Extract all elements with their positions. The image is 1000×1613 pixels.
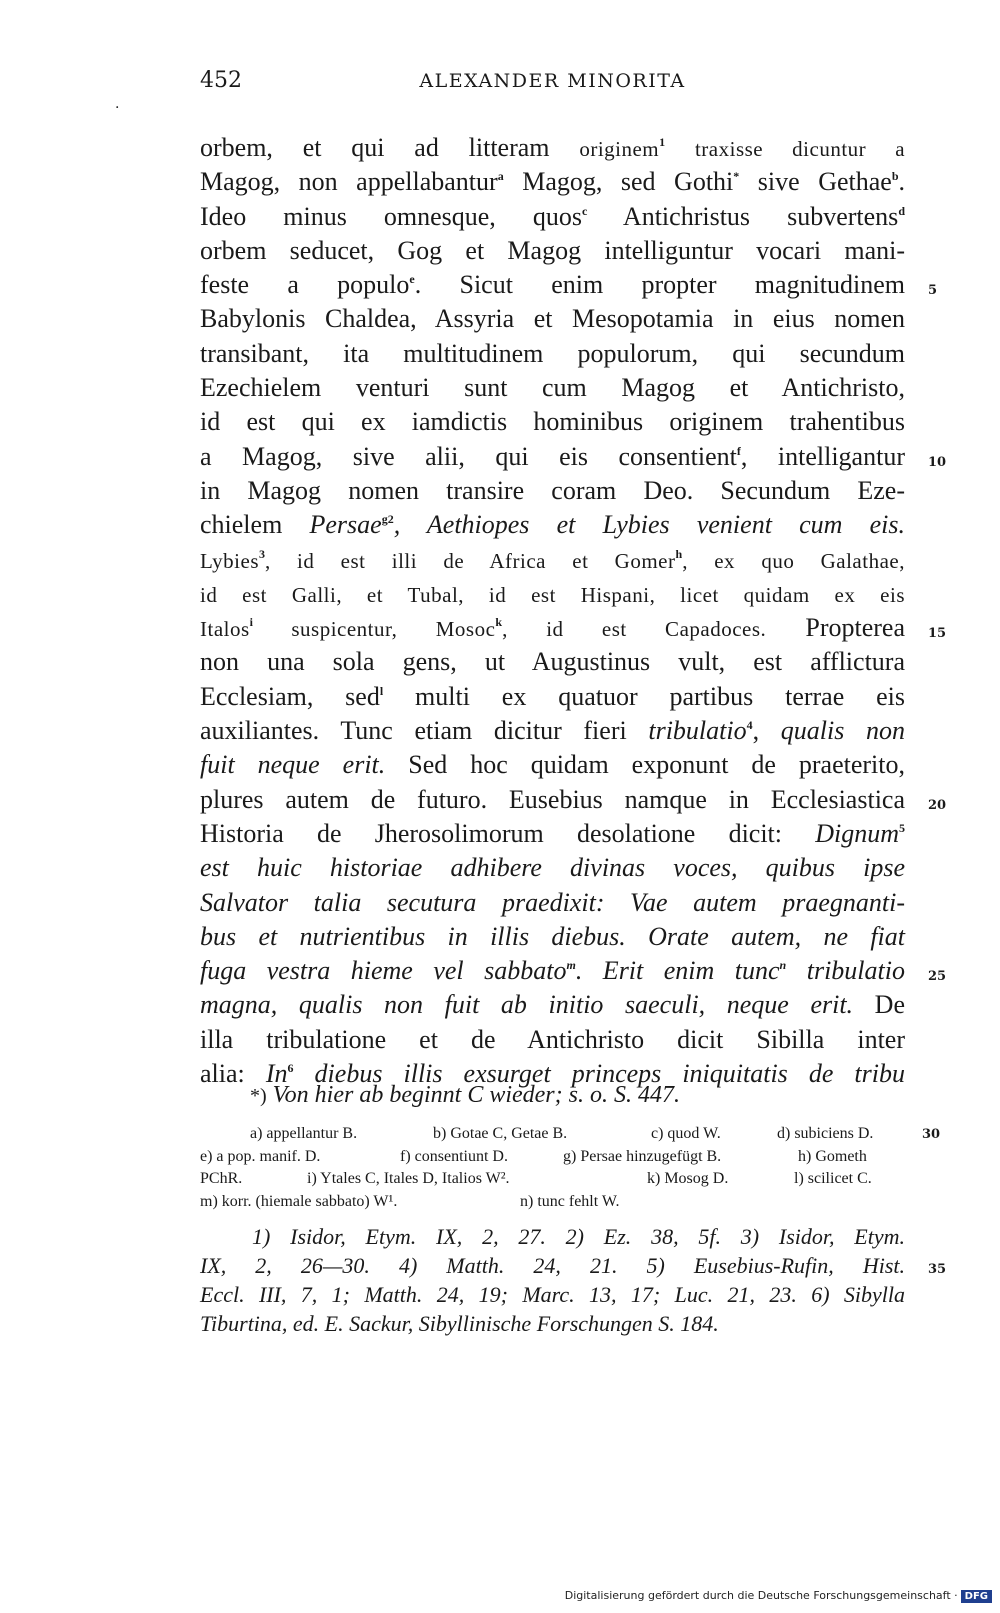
- text-line: Ideo minus omnesque, quos$^c$ Antichristus subvertens$^d$: [200, 201, 905, 231]
- text-line: est huic historiae adhibere divinas voces, quibus ipse: [200, 853, 905, 883]
- text-line: illa tribulatione et de Antichristo dicit Sibilla inter: [200, 1024, 905, 1054]
- digitization-credit: Digitalisierung gefördert durch die Deutsche Forschungsgemeinschaft · DFG: [565, 1589, 992, 1603]
- text-line: magna, qualis non fuit ab initio saeculi, neque erit. De: [200, 990, 905, 1020]
- line-number: 30: [922, 1127, 941, 1142]
- text-line: transibant, ita multitudinem populorum, qui secundum: [200, 338, 905, 368]
- page-number: 452: [200, 68, 242, 93]
- text-line: plures autem de futuro. Eusebius namque in Ecclesiastica 20: [200, 783, 905, 817]
- line-number: 15: [928, 626, 947, 642]
- text-line: alia: In$^6$ diebus illis exsurget princeps iniquitatis de tribu: [200, 1059, 905, 1089]
- source-row: 1) Isidor, Etym. IX, 2, 27. 2) Ez. 38, 5f. 3) Isidor, Etym.: [252, 1224, 905, 1249]
- text-line: in Magog nomen transire coram Deo. Secundum Eze-: [200, 475, 905, 505]
- text-line: Magog, non appellabantur$^a$ Magog, sed Gothi* sive Gethae$^b$.: [200, 167, 905, 197]
- line-number: 20: [928, 797, 947, 813]
- text-line: orbem seducet, Gog et Magog intelliguntur vocari mani-: [200, 235, 905, 265]
- text-line: id est qui ex iamdictis hominibus originem trahentibus: [200, 407, 905, 437]
- text-line: Babylonis Chaldea, Assyria et Mesopotamia in eius nomen: [200, 304, 905, 334]
- source-row: Tiburtina, ed. E. Sackur, Sibyllinische Forschungen S. 184.: [200, 1311, 719, 1336]
- text-line: fuga vestra hieme vel sabbato$^m$. Erit enim tunc$^n$ tribulatio 25: [200, 954, 905, 988]
- text-line: Lybies$^3$, id est illi de Africa et Gomer$^h$, ex quo Galathae,: [200, 546, 905, 573]
- source-notes: [200, 1222, 947, 1338]
- main-text: [200, 131, 947, 1091]
- text-line: fuit neque erit. Sed hoc quidam exponunt de praeterito,: [200, 750, 905, 780]
- apparatus-row: m) korr. (hiemale sabbato) W¹. n) tunc fehlt W.: [200, 1192, 620, 1210]
- editorial-note: *) Von hier ab beginnt C wieder; s. o. S. 447.: [250, 1082, 680, 1108]
- text-line: auxiliantes. Tunc etiam dicitur fieri tribulatio$^4$, qualis non: [200, 716, 905, 746]
- text-line: Ecclesiam, sed$^l$ multi ex quatuor partibus terrae eis: [200, 681, 905, 711]
- text-line: chielem Persae$^{g2}$, Aethiopes et Lybies venient cum eis.: [200, 510, 905, 540]
- line-number: 35: [928, 1262, 947, 1277]
- apparatus-row: PChR. i) Ytales C, Itales D, Italios W². k) Mosog D. l) scilicet C.: [200, 1170, 872, 1187]
- source-row: IX, 2, 26—30. 4) Matth. 24, 21. 5) Eusebius-Rufin, Hist. 35: [200, 1251, 905, 1280]
- apparatus-row: e) a pop. manif. D. f) consentiunt D. g) Persae hinzugefügt B. h) Gometh: [200, 1147, 867, 1165]
- text-line: Historia de Jherosolimorum desolatione dicit: Dignum$^5$: [200, 818, 905, 848]
- text-line: id est Galli, et Tubal, id est Hispani, licet quidam ex eis: [200, 582, 905, 607]
- dfg-logo: DFG: [961, 1590, 992, 1603]
- page-header: [200, 68, 905, 108]
- text-line: feste a populo$^e$. Sicut enim propter magnitudinem 5: [200, 268, 905, 302]
- text-line: Salvator talia secutura praedixit: Vae autem praegnanti-: [200, 887, 905, 917]
- apparatus-row: a) appellantur B. b) Gotae C, Getae B. c) quod W. d) subiciens D. 30: [200, 1123, 905, 1146]
- source-row: Eccl. III, 7, 1; Matth. 24, 19; Marc. 13, 17; Luc. 21, 23. 6) Sibylla: [200, 1282, 905, 1307]
- margin-mark: ·: [115, 100, 120, 116]
- apparatus-notes: [200, 1123, 941, 1213]
- line-number: 25: [928, 969, 947, 985]
- text-line: bus et nutrientibus in illis diebus. Orate autem, ne fiat: [200, 921, 905, 951]
- text-line: Ezechielem venturi sunt cum Magog et Antichristo,: [200, 373, 905, 403]
- text-line: Italos$^i$ suspicentur, Mosoc$^k$, id est Capadoces. Propterea 15: [200, 611, 905, 645]
- running-title: ALEXANDER MINORITA: [419, 70, 686, 92]
- text-line: orbem, et qui ad litteram originem$^1$ traxisse dicuntur a: [200, 133, 906, 162]
- text-line: a Magog, sive alii, qui eis consentient$^f$, intelligantur 10: [200, 440, 905, 474]
- line-number: 10: [928, 454, 947, 470]
- line-number: 5: [928, 283, 938, 299]
- text-line: non una sola gens, ut Augustinus vult, est afflictura: [200, 647, 905, 677]
